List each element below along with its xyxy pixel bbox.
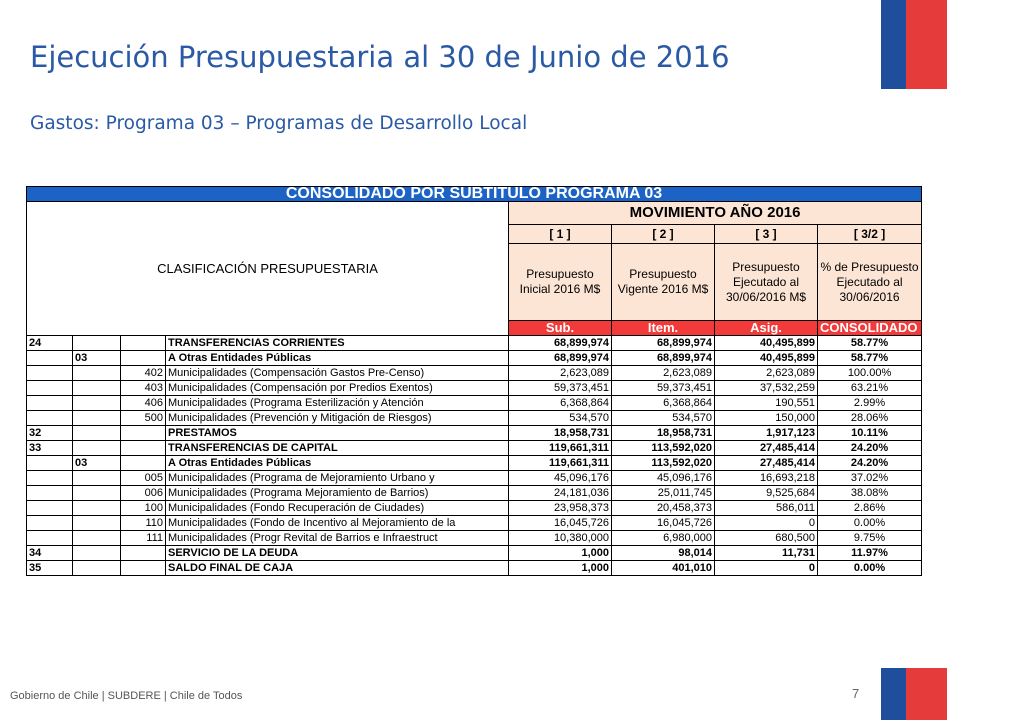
row-ejecutado: 190,551	[715, 396, 818, 411]
row-pct: 0.00%	[818, 561, 922, 576]
row-sub	[27, 351, 73, 366]
row-inicial: 10,380,000	[509, 531, 612, 546]
table-row	[27, 516, 922, 531]
row-ejecutado: 0	[715, 516, 818, 531]
row-ejecutado: 586,011	[715, 501, 818, 516]
row-vigente: 6,980,000	[612, 531, 715, 546]
row-pct: 2.86%	[818, 501, 922, 516]
row-ejecutado: 9,525,684	[715, 486, 818, 501]
row-vigente: 2,623,089	[612, 366, 715, 381]
row-item	[73, 546, 121, 561]
row-inicial: 119,661,311	[509, 441, 612, 456]
row-sub	[27, 531, 73, 546]
row-pct: 9.75%	[818, 531, 922, 546]
row-asig	[121, 336, 166, 351]
row-item	[73, 366, 121, 381]
row-ejecutado: 680,500	[715, 531, 818, 546]
flag-decoration-top	[881, 0, 947, 89]
row-asig	[121, 426, 166, 441]
row-label: Municipalidades (Compensación Gastos Pre-Censo)	[166, 366, 509, 381]
row-item	[73, 501, 121, 516]
row-pct: 58.77%	[818, 336, 922, 351]
row-ejecutado: 40,495,899	[715, 351, 818, 366]
row-sub	[27, 396, 73, 411]
row-inicial: 1,000	[509, 561, 612, 576]
row-vigente: 113,592,020	[612, 441, 715, 456]
row-item	[73, 426, 121, 441]
row-pct: 24.20%	[818, 456, 922, 471]
row-sub	[27, 501, 73, 516]
col-header-asig: Asig.	[715, 321, 818, 336]
table-row	[27, 426, 922, 441]
row-inicial: 1,000	[509, 546, 612, 561]
row-item	[73, 561, 121, 576]
row-asig	[121, 441, 166, 456]
col-description: Presupuesto Ejecutado al 30/06/2016 M$	[715, 244, 818, 321]
page-number: 7	[852, 686, 860, 701]
row-pct: 0.00%	[818, 516, 922, 531]
row-pct: 37.02%	[818, 471, 922, 486]
budget-table	[26, 185, 1016, 576]
row-item	[73, 411, 121, 426]
row-item	[73, 471, 121, 486]
row-asig	[121, 456, 166, 471]
row-inicial: 45,096,176	[509, 471, 612, 486]
row-pct: 10.11%	[818, 426, 922, 441]
row-label: TRANSFERENCIAS DE CAPITAL	[166, 441, 509, 456]
row-inicial: 6,368,864	[509, 396, 612, 411]
row-asig: 406	[121, 396, 166, 411]
row-ejecutado: 11,731	[715, 546, 818, 561]
row-pct: 24.20%	[818, 441, 922, 456]
row-asig	[121, 561, 166, 576]
row-label: SALDO FINAL DE CAJA	[166, 561, 509, 576]
row-ejecutado: 27,485,414	[715, 441, 818, 456]
row-asig: 006	[121, 486, 166, 501]
row-inicial: 68,899,974	[509, 336, 612, 351]
col-header-item: Item.	[612, 321, 715, 336]
row-inicial: 2,623,089	[509, 366, 612, 381]
movimiento-header: MOVIMIENTO AÑO 2016	[509, 202, 922, 225]
row-asig: 100	[121, 501, 166, 516]
row-pct: 2.99%	[818, 396, 922, 411]
col-index: [ 2 ]	[612, 225, 715, 244]
row-vigente: 59,373,451	[612, 381, 715, 396]
row-vigente: 68,899,974	[612, 351, 715, 366]
row-pct: 11.97%	[818, 546, 922, 561]
row-label: SERVICIO DE LA DEUDA	[166, 546, 509, 561]
col-index: [ 1 ]	[509, 225, 612, 244]
row-ejecutado: 0	[715, 561, 818, 576]
row-item	[73, 531, 121, 546]
row-asig: 403	[121, 381, 166, 396]
row-ejecutado: 16,693,218	[715, 471, 818, 486]
slide-title: Ejecución Presupuestaria al 30 de Junio de 2016	[30, 40, 730, 74]
col-description: Presupuesto Vigente 2016 M$	[612, 244, 715, 321]
row-asig	[121, 546, 166, 561]
row-label: Municipalidades (Programa Esterilización y Atención	[166, 396, 509, 411]
row-sub	[27, 366, 73, 381]
col-description: Presupuesto Inicial 2016 M$	[509, 244, 612, 321]
row-ejecutado: 40,495,899	[715, 336, 818, 351]
table-row	[27, 396, 922, 411]
table-row	[27, 411, 922, 426]
table-row	[27, 441, 922, 456]
row-vigente: 18,958,731	[612, 426, 715, 441]
row-vigente: 6,368,864	[612, 396, 715, 411]
row-vigente: 534,570	[612, 411, 715, 426]
row-asig: 402	[121, 366, 166, 381]
row-label: Municipalidades (Fondo Recuperación de Ciudades)	[166, 501, 509, 516]
row-vigente: 45,096,176	[612, 471, 715, 486]
row-label: Municipalidades (Programa Mejoramiento de Barrios)	[166, 486, 509, 501]
row-pct: 38.08%	[818, 486, 922, 501]
row-label: A Otras Entidades Públicas	[166, 456, 509, 471]
row-item	[73, 396, 121, 411]
row-label: A Otras Entidades Públicas	[166, 351, 509, 366]
row-inicial: 16,045,726	[509, 516, 612, 531]
row-pct: 63.21%	[818, 381, 922, 396]
row-sub: 24	[27, 336, 73, 351]
row-item: 03	[73, 456, 121, 471]
row-asig: 500	[121, 411, 166, 426]
row-inicial: 18,958,731	[509, 426, 612, 441]
row-sub: 33	[27, 441, 73, 456]
row-vigente: 20,458,373	[612, 501, 715, 516]
row-vigente: 401,010	[612, 561, 715, 576]
row-inicial: 68,899,974	[509, 351, 612, 366]
row-inicial: 119,661,311	[509, 456, 612, 471]
row-sub: 34	[27, 546, 73, 561]
col-index: [ 3 ]	[715, 225, 818, 244]
row-inicial: 59,373,451	[509, 381, 612, 396]
row-sub	[27, 486, 73, 501]
row-vigente: 68,899,974	[612, 336, 715, 351]
row-asig	[121, 351, 166, 366]
row-vigente: 25,011,745	[612, 486, 715, 501]
flag-decoration-bottom	[881, 668, 947, 720]
row-asig: 111	[121, 531, 166, 546]
row-vigente: 16,045,726	[612, 516, 715, 531]
row-sub	[27, 516, 73, 531]
row-inicial: 534,570	[509, 411, 612, 426]
row-pct: 100.00%	[818, 366, 922, 381]
table-row	[27, 336, 922, 351]
row-item: 03	[73, 351, 121, 366]
row-ejecutado: 27,485,414	[715, 456, 818, 471]
row-pct: 28.06%	[818, 411, 922, 426]
footer-text: Gobierno de Chile | SUBDERE | Chile de Todos	[10, 690, 243, 702]
row-item	[73, 381, 121, 396]
row-item	[73, 336, 121, 351]
row-label: Municipalidades (Compensación por Predios Exentos)	[166, 381, 509, 396]
col-index: [ 3/2 ]	[818, 225, 922, 244]
row-pct: 58.77%	[818, 351, 922, 366]
row-vigente: 98,014	[612, 546, 715, 561]
row-sub	[27, 381, 73, 396]
table-row	[27, 501, 922, 516]
row-ejecutado: 1,917,123	[715, 426, 818, 441]
row-sub	[27, 456, 73, 471]
table-row	[27, 456, 922, 471]
slide-subtitle: Gastos: Programa 03 – Programas de Desarrollo Local	[30, 113, 528, 134]
row-asig: 110	[121, 516, 166, 531]
table-row	[27, 546, 922, 561]
clasificacion-header: CLASIFICACIÓN PRESUPUESTARIA	[27, 202, 509, 336]
table-row	[27, 366, 922, 381]
table-row	[27, 486, 922, 501]
row-ejecutado: 2,623,089	[715, 366, 818, 381]
row-sub: 35	[27, 561, 73, 576]
row-sub: 32	[27, 426, 73, 441]
row-asig: 005	[121, 471, 166, 486]
row-item	[73, 516, 121, 531]
col-description: % de Presupuesto Ejecutado al 30/06/2016	[818, 244, 922, 321]
row-label: Municipalidades (Programa de Mejoramiento Urbano y	[166, 471, 509, 486]
table-row	[27, 381, 922, 396]
col-header-sub: Sub.	[509, 321, 612, 336]
table-banner: CONSOLIDADO POR SUBTITULO PROGRAMA 03	[27, 187, 922, 202]
row-label: Municipalidades (Progr Revital de Barrios e Infraestruct	[166, 531, 509, 546]
row-inicial: 23,958,373	[509, 501, 612, 516]
row-sub	[27, 411, 73, 426]
row-label: PRESTAMOS	[166, 426, 509, 441]
table-row	[27, 351, 922, 366]
table-row	[27, 531, 922, 546]
row-item	[73, 441, 121, 456]
row-label: Municipalidades (Fondo de Incentivo al Mejoramiento de la	[166, 516, 509, 531]
table-row	[27, 471, 922, 486]
row-sub	[27, 471, 73, 486]
row-inicial: 24,181,036	[509, 486, 612, 501]
row-item	[73, 486, 121, 501]
row-vigente: 113,592,020	[612, 456, 715, 471]
table-row	[27, 561, 922, 576]
consolidado-label: CONSOLIDADO PROGRAMA 03	[818, 321, 922, 336]
row-label: Municipalidades (Prevención y Mitigación de Riesgos)	[166, 411, 509, 426]
row-label: TRANSFERENCIAS CORRIENTES	[166, 336, 509, 351]
row-ejecutado: 37,532,259	[715, 381, 818, 396]
row-ejecutado: 150,000	[715, 411, 818, 426]
